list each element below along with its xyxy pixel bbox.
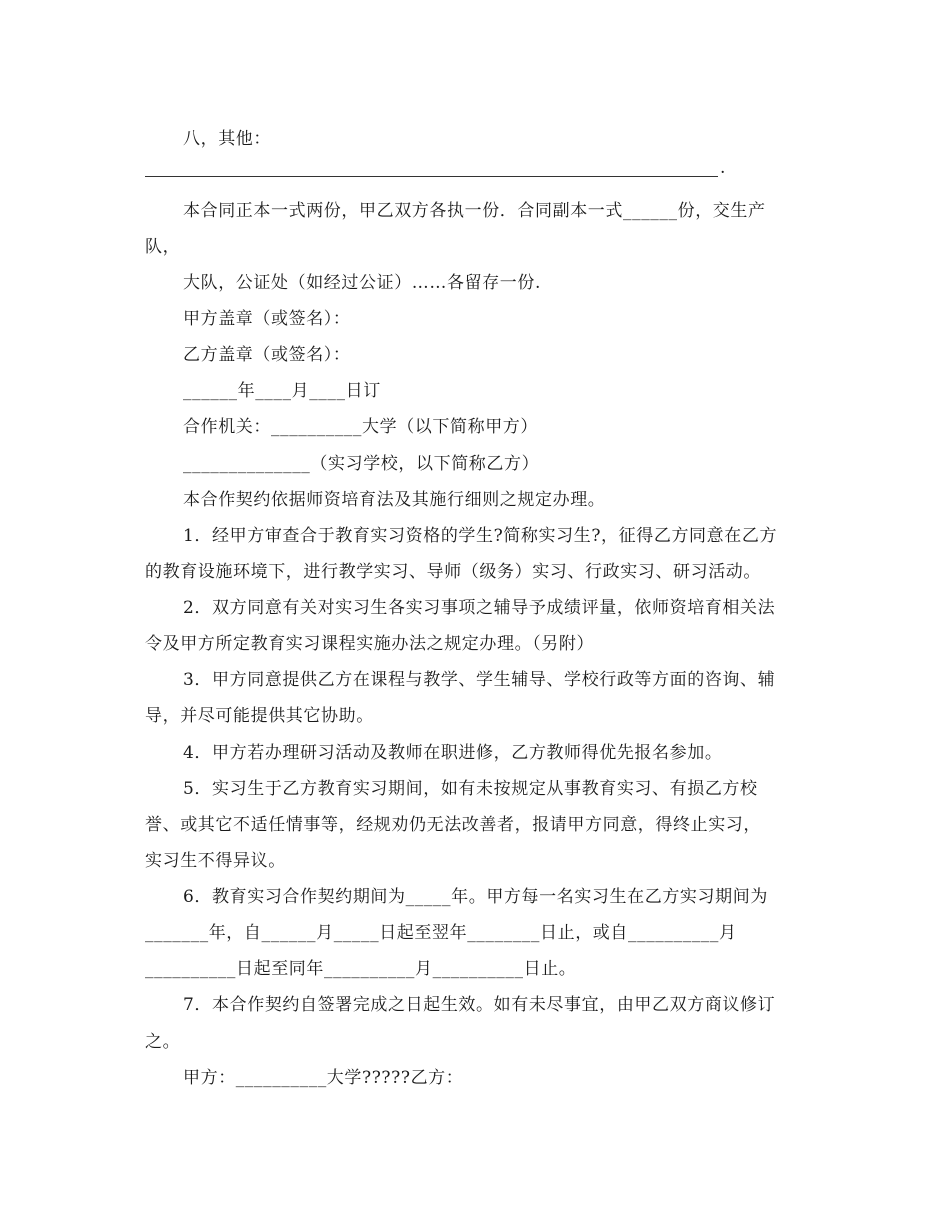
cooperating-institution-line: 合作机关：__________大学（以下简称甲方） xyxy=(183,417,538,437)
clause-6-line-3: __________日起至同年__________月__________日止。 xyxy=(145,959,577,979)
copies-clause-line-3: 大队，公证处（如经过公证）……各留存一份. xyxy=(183,273,542,293)
clause-1-line-1: 1．经甲方审查合于教育实习资格的学生?简称实习生?，征得乙方同意在乙方 xyxy=(183,526,778,546)
blank-fill-line xyxy=(145,176,718,177)
clause-1-line-2: 的教育设施环境下，进行教学实习、导师（级务）实习、行政实习、研习活动。 xyxy=(145,562,761,582)
clause-2-line-2: 令及甲方所定教育实习课程实施办法之规定办理。（另附） xyxy=(145,634,595,654)
party-a-seal-line: 甲方盖章（或签名）： xyxy=(183,309,351,329)
copies-clause-line-1: 本合同正本一式两份，甲乙双方各执一份．合同副本一式______份，交生产 xyxy=(183,201,766,221)
clause-3-line-1: 3．甲方同意提供乙方在课程与教学、学生辅导、学校行政等方面的咨询、辅 xyxy=(183,670,776,690)
clause-5-line-1: 5．实习生于乙方教育实习期间，如有未按规定从事教育实习、有损乙方校 xyxy=(183,779,758,799)
party-b-seal-line: 乙方盖章（或签名）： xyxy=(183,345,351,365)
clause-3-line-2: 导，并尽可能提供其它协助。 xyxy=(145,706,374,726)
internship-school-line: ______________（实习学校，以下简称乙方） xyxy=(183,454,540,474)
clause-7-line-1: 7．本合作契约自签署完成之日起生效。如有未尽事宜，由甲乙双方商议修订 xyxy=(183,995,776,1015)
contract-basis-line: 本合作契约依据师资培育法及其施行细则之规定办理。 xyxy=(183,490,606,510)
blank-line-period: . xyxy=(720,158,727,178)
clause-5-line-3: 实习生不得异议。 xyxy=(145,851,286,871)
date-line: ______年____月____日订 xyxy=(183,381,381,401)
clause-5-line-2: 誉、或其它不适任情事等，经规劝仍无法改善者，报请甲方同意，得终止实习， xyxy=(145,815,761,835)
clause-2-line-1: 2．双方同意有关对实习生各实习事项之辅导予成绩评量，依师资培育相关法 xyxy=(183,598,776,618)
copies-clause-line-2: 队， xyxy=(145,237,181,257)
section-heading-other: 八，其他： xyxy=(183,129,271,149)
clause-6-line-1: 6．教育实习合作契约期间为_____年。甲方每一名实习生在乙方实习期间为 xyxy=(183,887,768,907)
signature-parties-line: 甲方：__________大学?????乙方： xyxy=(183,1068,464,1088)
clause-6-line-2: _______年，自______月_____日起至翌年________日止，或自__________月 xyxy=(145,923,737,943)
clause-7-line-2: 之。 xyxy=(145,1032,181,1052)
clause-4-line: 4．甲方若办理研习活动及教师在职进修，乙方教师得优先报名参加。 xyxy=(183,743,723,763)
